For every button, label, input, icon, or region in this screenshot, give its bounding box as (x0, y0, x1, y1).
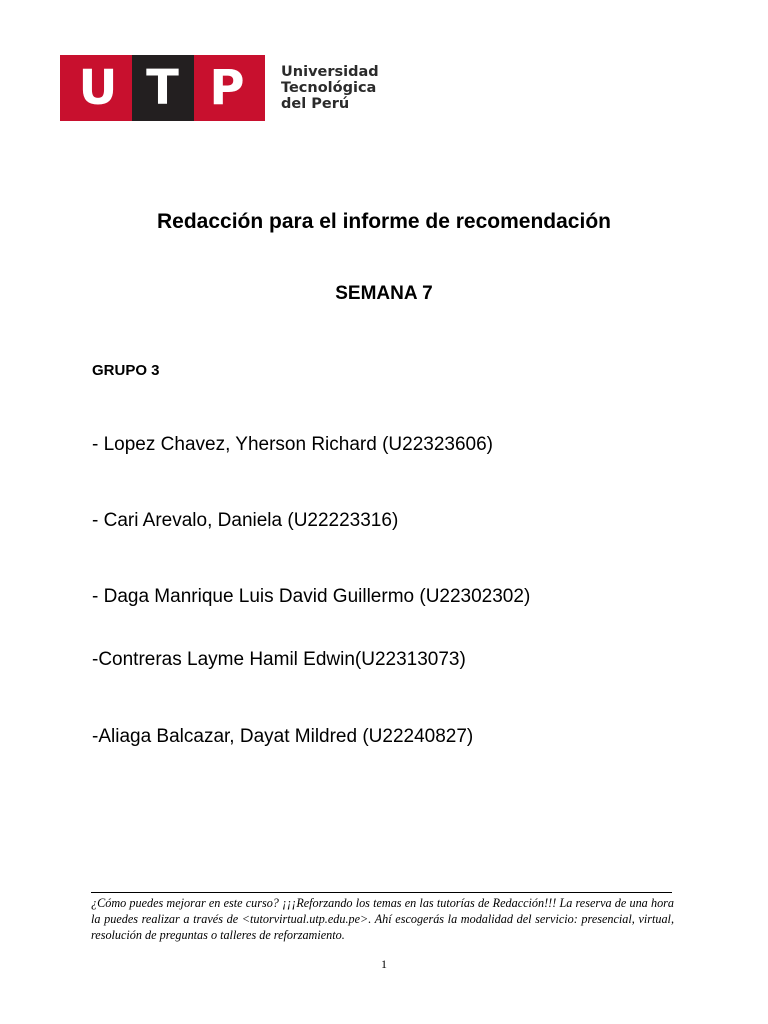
footnote-divider (91, 892, 672, 893)
logo-university-name (281, 64, 379, 112)
week-heading: SEMANA 7 (335, 283, 433, 304)
logo-name-line: Tecnológica (281, 80, 377, 96)
footnote-text: ¿Cómo puedes mejorar en este curso? ¡¡¡Reforzando los temas en las tutorías de Redacción!!! La reserva de una hora la puedes realizar a través de <tutorvirtual.utp.edu.pe>. Ahí escogerás la modalidad del servicio: presencial, virtual, resolución de preguntas o talleres de reforzamiento. (91, 896, 674, 942)
page-number: 1 (381, 957, 387, 971)
member-item: -Aliaga Balcazar, Dayat Mildred (U22240827) (92, 726, 474, 747)
group-label: GRUPO 3 (92, 362, 160, 379)
logo-name-line: del Perú (281, 96, 350, 112)
member-item: -Contreras Layme Hamil Edwin(U22313073) (92, 649, 466, 670)
member-item: - Cari Arevalo, Daniela (U22223316) (92, 510, 399, 531)
logo-letter-p: P (209, 60, 245, 116)
member-item: - Daga Manrique Luis David Guillermo (U22302302) (92, 586, 531, 607)
logo-letter-u: U (78, 60, 118, 116)
logo-name-line: Universidad (281, 64, 379, 80)
utp-logo (60, 55, 379, 121)
logo-letter-block (60, 55, 265, 121)
document-title: Redacción para el informe de recomendación (157, 210, 611, 233)
member-item: - Lopez Chavez, Yherson Richard (U22323606) (92, 434, 493, 455)
logo-letter-t: T (132, 55, 194, 121)
